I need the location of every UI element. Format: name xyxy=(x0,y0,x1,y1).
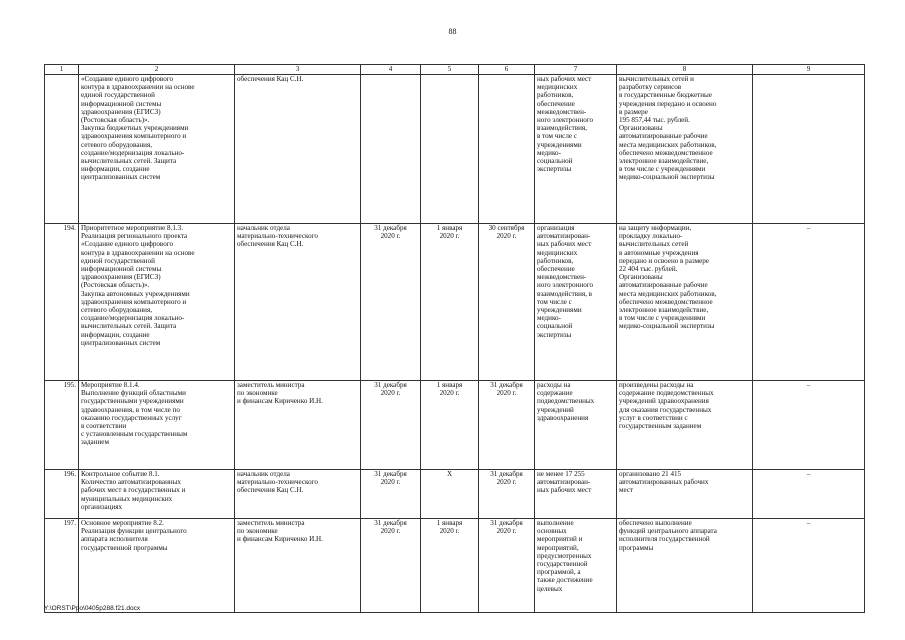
note-cell: – xyxy=(753,381,865,470)
table-body xyxy=(45,75,865,613)
cell-line: места медицинских работников, xyxy=(619,140,717,149)
cell-line: заместитель министра xyxy=(237,381,305,389)
cell-line: в автономные учреждения xyxy=(619,248,699,257)
cell-line: Количество автоматизированных xyxy=(81,478,181,487)
cell-line: медико-социальной экспертизы xyxy=(619,322,715,331)
cell-line: и финансам Кириченко И.Н. xyxy=(237,397,323,406)
event-title-cell xyxy=(79,519,235,613)
cell-line: организациях xyxy=(81,502,123,511)
cell-line: по экономике xyxy=(237,527,278,536)
row-number-cell xyxy=(45,75,79,224)
end-date-cell xyxy=(479,381,535,470)
cell-line: не менее 17 255 xyxy=(537,470,585,478)
cell-line: Закупка бюджетных учреждениями xyxy=(81,124,189,133)
cell-line: ного электронного xyxy=(537,281,594,290)
column-number: 4 xyxy=(361,65,421,75)
cell-line: информационной системы xyxy=(81,99,162,108)
column-number: 1 xyxy=(45,65,79,75)
cell-line: учреждений здравоохранения xyxy=(619,397,709,406)
end-date-cell xyxy=(479,75,535,224)
cell-line: подведомственных xyxy=(537,397,595,406)
cell-line: организация xyxy=(537,224,575,232)
cell-line: единой государственной xyxy=(81,91,155,100)
cell-line: обеспечено межведомственное xyxy=(619,148,713,157)
cell-line: 1 января xyxy=(436,381,463,389)
planned-date-cell xyxy=(361,224,421,381)
cell-line: обеспечения Кац С.Н. xyxy=(237,486,304,495)
column-number: 2 xyxy=(79,65,235,75)
cell-line: оказанию государственных услуг xyxy=(81,413,182,422)
cell-line: обеспечения Кац С.Н. xyxy=(237,75,304,83)
cell-line: 195 857,44 тыс. рублей. xyxy=(619,116,690,125)
cell-line: Выполнение функций областными xyxy=(81,389,186,398)
cell-line: контура в здравоохранении на основе xyxy=(81,83,195,92)
cell-line: автоматизирован- xyxy=(537,478,591,487)
cell-line: 2020 г. xyxy=(380,232,401,241)
page-number: 88 xyxy=(448,27,457,36)
cell-line: основных xyxy=(537,527,567,536)
planned-result-cell xyxy=(535,470,617,519)
note-cell: – xyxy=(753,224,865,381)
cell-line: экспертизы xyxy=(537,330,572,339)
actual-result-cell xyxy=(617,470,753,519)
cell-line: муниципальных медицинских xyxy=(81,494,173,503)
cell-line: учреждений xyxy=(537,405,574,414)
cell-line: и финансам Кириченко И.Н. xyxy=(237,535,323,544)
responsible-cell xyxy=(235,75,361,224)
event-title-cell xyxy=(79,381,235,470)
cell-line: информационной системы xyxy=(81,265,162,274)
cell-line: создание/модернизация локально- xyxy=(81,314,185,323)
table-row xyxy=(45,381,865,470)
row-number-cell: 196. xyxy=(45,470,79,519)
cell-line: 2020 г. xyxy=(380,527,401,536)
cell-line: содержание xyxy=(537,389,573,398)
cell-line: 2020 г. xyxy=(496,478,517,487)
cell-line: автоматизированных рабочих xyxy=(619,478,709,487)
cell-line: исполнителя государственной xyxy=(619,535,710,544)
cell-line: с установленным государственным xyxy=(81,430,188,439)
cell-line: 31 декабря xyxy=(374,470,407,478)
cell-line: информации, создание xyxy=(81,330,150,339)
cell-line: государственной xyxy=(537,560,588,569)
cell-line: обеспечения Кац С.Н. xyxy=(237,240,304,249)
cell-line: мест xyxy=(619,486,634,495)
cell-line: Закупка автономных учреждениями xyxy=(81,289,190,298)
column-number: 6 xyxy=(479,65,535,75)
planned-result-cell xyxy=(535,381,617,470)
start-date-cell xyxy=(421,224,479,381)
cell-line: «Создание единого цифрового xyxy=(81,75,174,83)
row-number-cell: 194. xyxy=(45,224,79,381)
cell-line: рабочих мест в государственных и xyxy=(81,486,186,495)
cell-line: медико-социальной экспертизы xyxy=(619,173,715,182)
cell-line: 2020 г. xyxy=(496,232,517,241)
responsible-cell xyxy=(235,470,361,519)
cell-line: автоматизирован- xyxy=(537,232,591,241)
cell-line: мероприятий, xyxy=(537,543,579,552)
cell-line: государственной программы xyxy=(81,543,168,552)
cell-line: межведомствен- xyxy=(537,107,587,116)
cell-line: медицинских xyxy=(537,248,578,257)
cell-line: 1 января xyxy=(436,519,463,527)
cell-line: на защиту информации, xyxy=(619,224,692,232)
cell-line: ных рабочих мест xyxy=(537,75,592,83)
cell-line: Реализация регионального проекта xyxy=(81,232,188,241)
cell-line: содержание подведомственных xyxy=(619,389,714,398)
cell-line: обеспечено межведомственное xyxy=(619,297,713,306)
cell-line: 31 декабря xyxy=(374,381,407,389)
cell-line: электронное взаимодействие, xyxy=(619,157,709,166)
cell-line: электронное взаимодействие, xyxy=(619,306,709,315)
cell-line: медицинских xyxy=(537,83,578,92)
actual-result-cell xyxy=(617,224,753,381)
cell-line: материально-технического xyxy=(237,478,318,487)
planned-date-cell xyxy=(361,381,421,470)
responsible-cell xyxy=(235,224,361,381)
cell-line: ного электронного xyxy=(537,116,594,125)
cell-line: автоматизированные рабочие xyxy=(619,281,708,290)
cell-line: социальной xyxy=(537,322,573,331)
start-date-cell xyxy=(421,470,479,519)
cell-line: аппарата исполнителя xyxy=(81,535,148,544)
cell-line: сетевого оборудования, xyxy=(81,306,152,315)
cell-line: 31 декабря xyxy=(490,381,523,389)
event-title-cell xyxy=(79,470,235,519)
cell-line: обеспечено выполнение xyxy=(619,519,692,527)
cell-line: в том числе с учреждениями xyxy=(619,165,706,174)
cell-line: Приоритетное мероприятие 8.1.3. xyxy=(81,224,183,232)
cell-line: здравоохранения, в том числе по xyxy=(81,405,180,414)
cell-line: Организованы xyxy=(619,273,663,282)
cell-line: в размере xyxy=(619,107,648,116)
cell-line: X xyxy=(446,470,453,478)
responsible-cell xyxy=(235,519,361,613)
cell-line: программой, а xyxy=(537,568,581,577)
cell-line: взаимодействия, xyxy=(537,124,587,133)
cell-line: здравоохранения компьютерного и xyxy=(81,297,187,306)
actual-result-cell xyxy=(617,75,753,224)
cell-line: централизованных систем xyxy=(81,338,161,347)
cell-line: материально-технического xyxy=(237,232,318,241)
cell-line: начальник отдела xyxy=(237,470,290,478)
event-title-cell xyxy=(79,75,235,224)
cell-line: расходы на xyxy=(537,381,571,389)
cell-line: 31 декабря xyxy=(374,519,407,527)
column-number-row xyxy=(45,65,865,75)
cell-line: централизованных систем xyxy=(81,173,161,182)
cell-line: в государственные бюджетные xyxy=(619,91,712,100)
note-cell: – xyxy=(753,470,865,519)
table-row xyxy=(45,224,865,381)
cell-line: Основное мероприятие 8.2. xyxy=(81,519,164,527)
cell-line: 31 декабря xyxy=(490,519,523,527)
cell-line: 2020 г. xyxy=(496,389,517,398)
cell-line: разработку сервисов xyxy=(619,83,682,92)
cell-line: функций центрального аппарата xyxy=(619,527,717,536)
cell-line: социальной xyxy=(537,157,573,166)
cell-line: Мероприятие 8.1.4. xyxy=(81,381,140,389)
cell-line: вычислительных сетей xyxy=(619,240,689,249)
report-table xyxy=(44,64,865,613)
planned-date-cell xyxy=(361,470,421,519)
cell-line: в соответствии xyxy=(81,422,127,431)
cell-line: Реализация функции центрального xyxy=(81,527,187,536)
cell-line: единой государственной xyxy=(81,256,155,265)
note-cell xyxy=(753,75,865,224)
column-number: 9 xyxy=(753,65,865,75)
cell-line: заместитель министра xyxy=(237,519,305,527)
cell-line: вычислительных сетей. Защита xyxy=(81,157,177,166)
cell-line: Контрольное событие 8.1. xyxy=(81,470,160,478)
column-number: 3 xyxy=(235,65,361,75)
cell-line: работников, xyxy=(537,256,574,265)
cell-line: 31 декабря xyxy=(490,470,523,478)
cell-line: также достижение xyxy=(537,576,593,585)
cell-line: (Ростовская область)». xyxy=(81,281,150,290)
cell-line: государственными учреждениями xyxy=(81,397,184,406)
cell-line: учреждения передано и освоено xyxy=(619,99,717,108)
cell-line: программы xyxy=(619,543,654,552)
cell-line: начальник отдела xyxy=(237,224,290,232)
cell-line: заданием xyxy=(81,438,109,447)
actual-result-cell xyxy=(617,381,753,470)
cell-line: 2020 г. xyxy=(380,478,401,487)
planned-result-cell xyxy=(535,75,617,224)
cell-line: учреждениями xyxy=(537,140,582,149)
cell-line: государственным заданием xyxy=(619,422,702,431)
cell-line: места медицинских работников, xyxy=(619,289,717,298)
cell-line: передано и освоено в размере xyxy=(619,256,709,265)
cell-line: 1 января xyxy=(436,224,463,232)
cell-line: контура в здравоохранении на основе xyxy=(81,248,195,257)
cell-line: работников, xyxy=(537,91,574,100)
cell-line: 2020 г. xyxy=(439,232,460,241)
planned-result-cell xyxy=(535,519,617,613)
column-number: 8 xyxy=(617,65,753,75)
cell-line: по экономике xyxy=(237,389,278,398)
cell-line: том числе с xyxy=(537,297,572,306)
end-date-cell xyxy=(479,519,535,613)
start-date-cell xyxy=(421,381,479,470)
end-date-cell xyxy=(479,224,535,381)
cell-line: информации, создание xyxy=(81,165,150,174)
cell-line: 2020 г. xyxy=(380,389,401,398)
cell-line: (Ростовская область)». xyxy=(81,116,150,125)
cell-line: услуг в соответствии с xyxy=(619,413,688,422)
cell-line: выполнение xyxy=(537,519,574,527)
event-title-cell xyxy=(79,224,235,381)
cell-line: межведомствен- xyxy=(537,273,587,282)
start-date-cell xyxy=(421,75,479,224)
end-date-cell xyxy=(479,470,535,519)
cell-line: ных рабочих мест xyxy=(537,486,592,495)
cell-line: целевых xyxy=(537,584,563,593)
cell-line: прокладку локально- xyxy=(619,232,683,241)
cell-line: сетевого оборудования, xyxy=(81,140,152,149)
row-number-cell: 197. xyxy=(45,519,79,613)
cell-line: произведены расходы на xyxy=(619,381,694,389)
cell-line: взаимодействия, в xyxy=(537,289,593,298)
table-row xyxy=(45,470,865,519)
cell-line: организовано 21 415 xyxy=(619,470,682,478)
column-number: 5 xyxy=(421,65,479,75)
cell-line: 31 декабря xyxy=(374,224,407,232)
column-number: 7 xyxy=(535,65,617,75)
cell-line: здравоохранения xyxy=(537,413,589,422)
cell-line: 22 404 тыс. рублей. xyxy=(619,265,678,274)
cell-line: предусмотренных xyxy=(537,551,592,560)
cell-line: Организованы xyxy=(619,124,663,133)
cell-line: вычислительных сетей. Защита xyxy=(81,322,177,331)
actual-result-cell xyxy=(617,519,753,613)
planned-date-cell xyxy=(361,75,421,224)
cell-line: учреждениями xyxy=(537,306,582,315)
cell-line: здравоохранения (ЕГИСЗ) xyxy=(81,107,161,116)
cell-line: 30 сентября xyxy=(488,224,525,232)
planned-result-cell xyxy=(535,224,617,381)
cell-line: создание/модернизация локально- xyxy=(81,148,185,157)
start-date-cell xyxy=(421,519,479,613)
cell-line: обеспечение xyxy=(537,265,575,274)
cell-line: автоматизированные рабочие xyxy=(619,132,708,141)
row-number-cell: 195. xyxy=(45,381,79,470)
cell-line: в том числе с учреждениями xyxy=(619,314,706,323)
cell-line: здравоохранения компьютерного и xyxy=(81,132,187,141)
cell-line: 2020 г. xyxy=(439,527,460,536)
cell-line: медико- xyxy=(537,314,561,323)
table-row xyxy=(45,519,865,613)
cell-line: «Создание единого цифрового xyxy=(81,240,174,249)
cell-line: 2020 г. xyxy=(496,527,517,536)
cell-line: ных рабочих мест xyxy=(537,240,592,249)
note-cell: – xyxy=(753,519,865,613)
responsible-cell xyxy=(235,381,361,470)
cell-line: экспертизы xyxy=(537,165,572,174)
cell-line: мероприятий и xyxy=(537,535,583,544)
cell-line: 2020 г. xyxy=(439,389,460,398)
file-path-footer: Y:\ORST\Ppo\0405p288.f21.docx xyxy=(44,605,141,612)
cell-line: для оказания государственных xyxy=(619,405,712,414)
cell-line: вычислительных сетей и xyxy=(619,75,694,83)
cell-line: обеспечение xyxy=(537,99,575,108)
planned-date-cell xyxy=(361,519,421,613)
cell-line: медико- xyxy=(537,148,561,157)
cell-line: в том числе с xyxy=(537,132,577,141)
cell-line: здравоохранения (ЕГИСЗ) xyxy=(81,273,161,282)
table-row xyxy=(45,75,865,224)
